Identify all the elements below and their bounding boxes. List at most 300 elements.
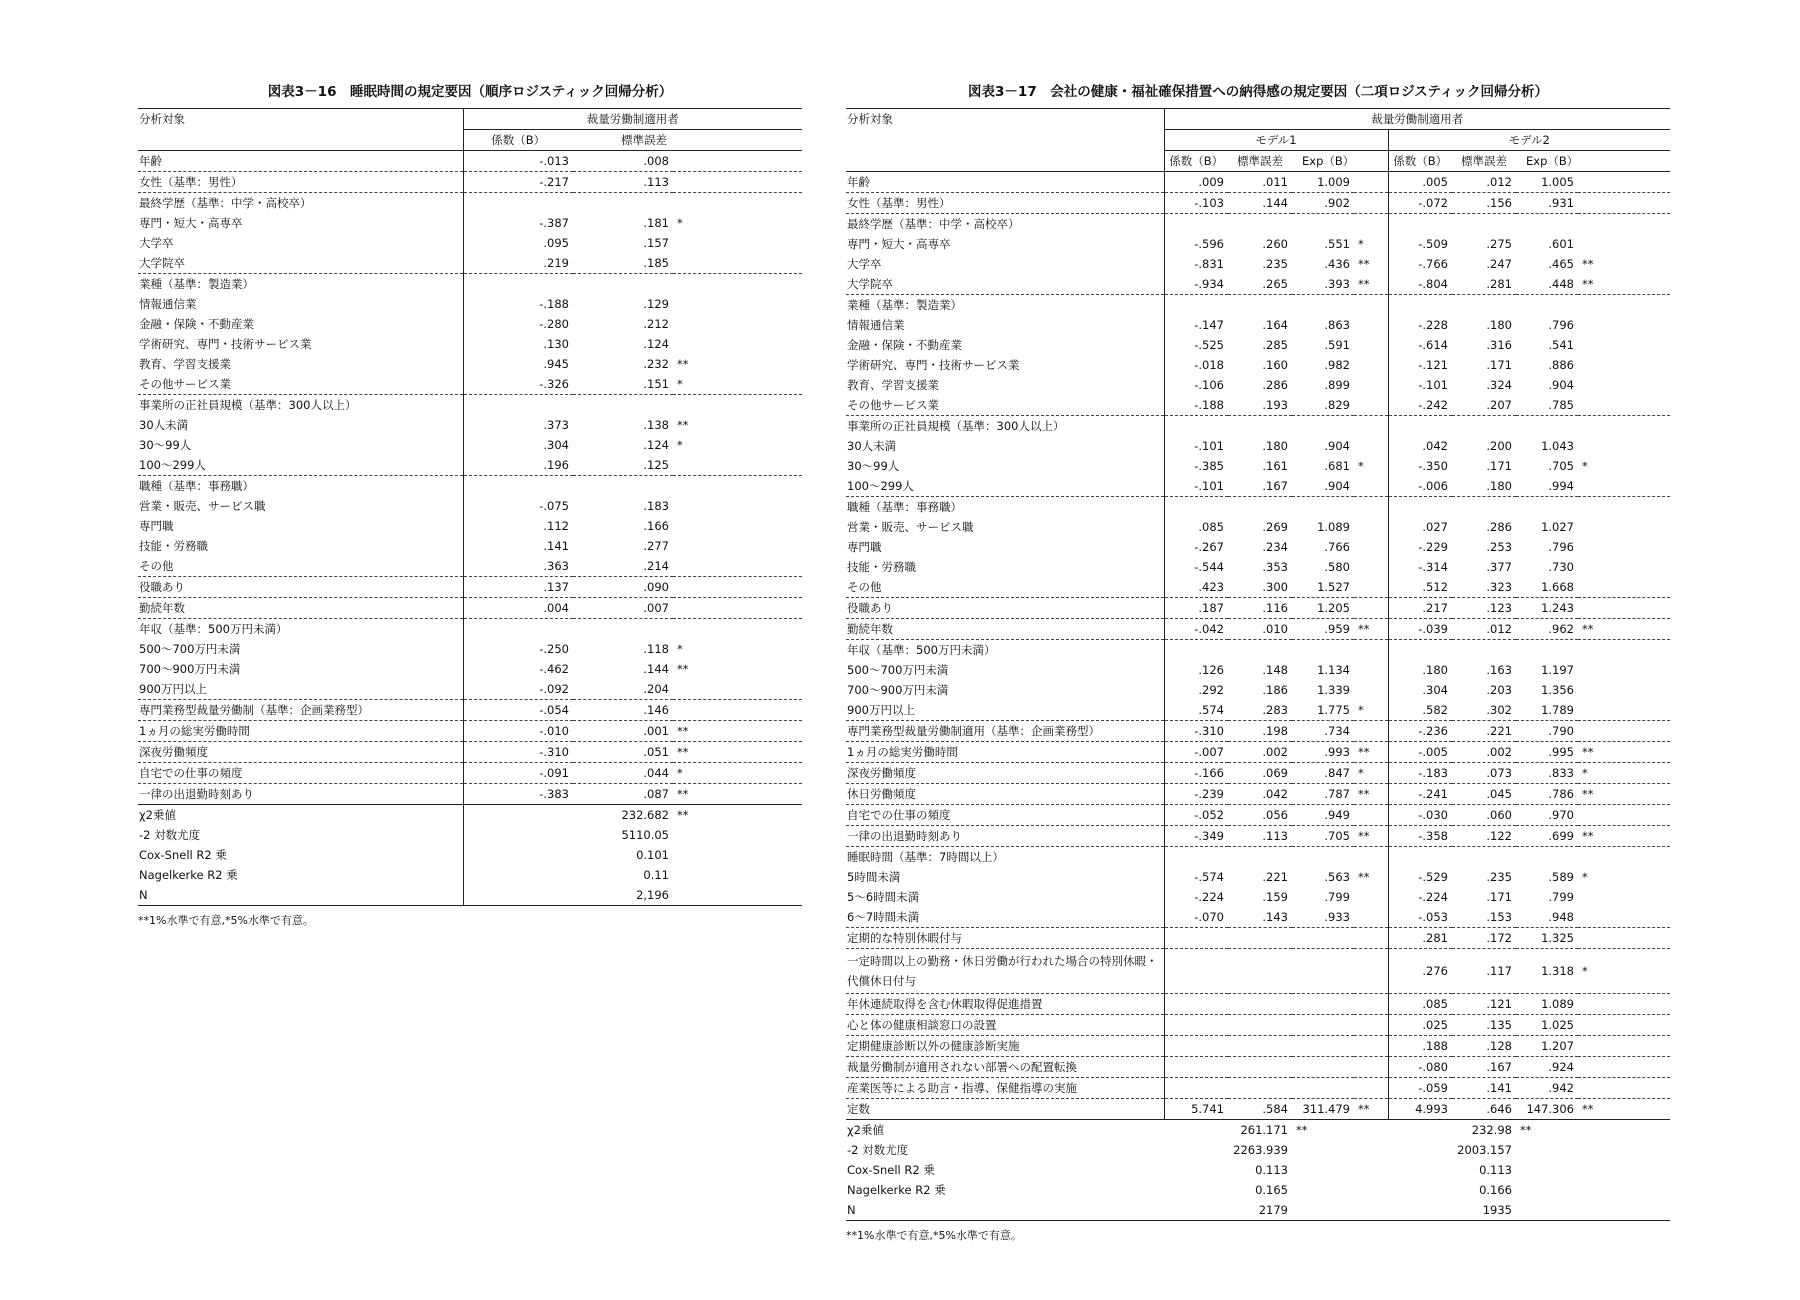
- sig-m2-cell: [1578, 660, 1670, 680]
- coef-cell: .945: [463, 354, 573, 374]
- table-row: [138, 659, 802, 679]
- stats-row: [846, 1140, 1670, 1160]
- sig-m1-cell: [1354, 172, 1388, 193]
- se-m1-cell: .584: [1228, 1099, 1292, 1120]
- table-row: [846, 742, 1670, 763]
- sig-cell: [673, 253, 802, 274]
- coef-cell: [463, 619, 573, 640]
- se-m2-cell: .117: [1452, 949, 1516, 994]
- table-3-16-grid: [138, 108, 802, 906]
- se-m1-cell: .193: [1262, 398, 1288, 412]
- stat-label: N: [138, 885, 463, 906]
- table-row: [846, 375, 1670, 395]
- se-m1-cell: .285: [1262, 338, 1288, 352]
- stats-row: [846, 1180, 1670, 1200]
- se-m2-cell: .156: [1452, 193, 1516, 214]
- coef-m2-cell: .276: [1388, 949, 1452, 994]
- sig-cell: *: [677, 642, 683, 656]
- exp-m1-cell: [1292, 949, 1354, 994]
- coef-cell: [463, 476, 573, 497]
- sig-m1-cell: [1354, 335, 1388, 355]
- stat-sig-m2: [1516, 1200, 1670, 1221]
- exp-m1-cell: .766: [1324, 540, 1350, 554]
- table-row: [138, 577, 802, 598]
- sig-m1-cell: [1354, 315, 1388, 335]
- sig-m2-cell: [1578, 517, 1670, 537]
- se-m2-cell: .646: [1452, 1099, 1516, 1120]
- se-m2-cell: .207: [1486, 398, 1512, 412]
- row-label: 一律の出退勤時刻あり: [138, 784, 463, 805]
- header-coef-m2: 係数（B）: [1388, 151, 1452, 172]
- row-label: 専門・短大・高専卒: [847, 237, 951, 251]
- coef-m1-cell: -.574: [1164, 867, 1228, 887]
- sig-cell: [673, 193, 802, 214]
- coef-m2-cell: -.350: [1388, 456, 1452, 476]
- exp-m2-cell: 1.025: [1516, 1015, 1578, 1036]
- exp-m1-cell: 1.205: [1292, 598, 1354, 619]
- se-cell: .090: [573, 577, 673, 598]
- exp-m1-cell: 1.339: [1317, 683, 1350, 697]
- se-m1-cell: [1228, 214, 1292, 235]
- sig-cell: *: [677, 438, 683, 452]
- stat-label: χ2乗値: [846, 1120, 1164, 1141]
- exp-m2-cell: 1.789: [1541, 703, 1574, 717]
- row-label: 700～900万円未満: [139, 662, 241, 676]
- sig-cell: [673, 700, 802, 721]
- coef-m1-cell: [1164, 994, 1228, 1015]
- stat-value-m1: 2263.939: [1233, 1143, 1288, 1157]
- row-label: 年収（基準：500万円未満）: [846, 640, 1164, 661]
- coef-cell: [463, 395, 573, 416]
- row-label: その他サービス業: [139, 377, 231, 391]
- exp-m2-cell: [1516, 416, 1578, 437]
- sig-cell: **: [673, 742, 802, 763]
- sig-m2-cell: **: [1578, 619, 1670, 640]
- sig-m2-cell: *: [1582, 870, 1588, 884]
- exp-m1-cell: .787: [1292, 784, 1354, 805]
- row-label: 教育、学習支援業: [139, 357, 231, 371]
- sig-m1-cell: [1354, 375, 1388, 395]
- sig-m1-cell: [1354, 193, 1388, 214]
- coef-cell: .004: [463, 598, 573, 619]
- table-row: [846, 1057, 1670, 1078]
- se-m2-cell: .121: [1452, 994, 1516, 1015]
- exp-m1-cell: 1.089: [1317, 520, 1350, 534]
- row-label: 30～99人: [139, 438, 192, 452]
- sig-m1-cell: [1354, 537, 1388, 557]
- exp-m2-cell: .942: [1516, 1078, 1578, 1099]
- se-m2-cell: .122: [1452, 826, 1516, 847]
- coef-m1-cell: .126: [1164, 660, 1228, 680]
- exp-m2-cell: [1516, 847, 1578, 868]
- coef-m1-cell: -.101: [1164, 436, 1228, 456]
- se-m1-cell: .113: [1228, 826, 1292, 847]
- sig-m1-cell: [1354, 476, 1388, 497]
- coef-m1-cell: -.525: [1164, 335, 1228, 355]
- se-m1-cell: .161: [1262, 459, 1288, 473]
- se-cell: .008: [573, 151, 673, 172]
- se-m2-cell: .275: [1486, 237, 1512, 251]
- row-label: 900万円以上: [139, 682, 207, 696]
- coef-cell: -.075: [463, 496, 573, 516]
- sig-m2-cell: [1578, 700, 1670, 721]
- sig-cell: [673, 577, 802, 598]
- exp-m1-cell: .705: [1292, 826, 1354, 847]
- se-m1-cell: .160: [1262, 358, 1288, 372]
- stats-row: [138, 865, 802, 885]
- row-label: 営業・販売、サービス職: [139, 499, 266, 513]
- coef-m2-cell: .042: [1388, 436, 1452, 456]
- exp-m1-cell: [1292, 1015, 1354, 1036]
- coef-m2-cell: -.039: [1388, 619, 1452, 640]
- row-label: 30人未満: [847, 439, 897, 453]
- table-row: [846, 335, 1670, 355]
- stat-value: 0.11: [643, 868, 669, 882]
- coef-m2-cell: .027: [1388, 517, 1452, 537]
- coef-m1-cell: [1164, 1057, 1228, 1078]
- table-row: [846, 254, 1670, 274]
- coef-m1-cell: [1164, 214, 1228, 235]
- coef-cell: -.462: [463, 659, 573, 679]
- sig-m1-cell: [1354, 907, 1388, 928]
- se-cell: .124: [643, 438, 669, 452]
- sig-m1-cell: **: [1358, 277, 1370, 291]
- coef-m1-cell: -.310: [1164, 721, 1228, 742]
- header-exp-m1: Exp（B）: [1302, 154, 1355, 168]
- sig-m2-cell: [1578, 1036, 1670, 1057]
- sig-m2-cell: [1578, 315, 1670, 335]
- coef-m1-cell: -.166: [1164, 763, 1228, 784]
- coef-cell: -.013: [463, 151, 573, 172]
- exp-m2-cell: 1.243: [1516, 598, 1578, 619]
- table-row: [138, 374, 802, 395]
- exp-m2-cell: 1.027: [1541, 520, 1574, 534]
- row-label: 6～7時間未満: [847, 910, 920, 924]
- sig-m1-cell: [1354, 557, 1388, 577]
- stat-value-m2: 0.113: [1479, 1163, 1512, 1177]
- header-coef: 係数（B）: [463, 130, 573, 151]
- coef-cell: .130: [463, 334, 573, 354]
- se-m1-cell: .269: [1262, 520, 1288, 534]
- se-m1-cell: [1228, 1015, 1292, 1036]
- sig-m1-cell: [1354, 395, 1388, 416]
- exp-m1-cell: .580: [1324, 560, 1350, 574]
- exp-m2-cell: .994: [1548, 479, 1574, 493]
- se-m1-cell: .234: [1262, 540, 1288, 554]
- sig-m1-cell: [1354, 949, 1388, 994]
- se-m1-cell: .143: [1262, 910, 1288, 924]
- sig-cell: [673, 619, 802, 640]
- table-3-17-body: [846, 172, 1670, 1120]
- exp-m2-cell: .924: [1516, 1057, 1578, 1078]
- exp-m1-cell: .933: [1324, 910, 1350, 924]
- se-cell: .146: [573, 700, 673, 721]
- coef-m2-cell: [1388, 416, 1452, 437]
- se-cell: .087: [573, 784, 673, 805]
- row-label: 専門職: [139, 519, 174, 533]
- sig-cell: [673, 334, 802, 354]
- se-m1-cell: .180: [1262, 439, 1288, 453]
- exp-m1-cell: [1292, 497, 1354, 518]
- sig-cell: [673, 151, 802, 172]
- table-row: [138, 294, 802, 314]
- exp-m2-cell: .785: [1548, 398, 1574, 412]
- table-row: [138, 233, 802, 253]
- sig-m1-cell: **: [1354, 742, 1388, 763]
- table-row: [138, 639, 802, 659]
- se-m1-cell: .056: [1228, 805, 1292, 826]
- table-row: [846, 476, 1670, 497]
- se-cell: .232: [643, 357, 669, 371]
- coef-m1-cell: -.018: [1164, 355, 1228, 375]
- coef-m2-cell: .512: [1388, 577, 1452, 598]
- table-row: [846, 928, 1670, 949]
- coef-m1-cell: -.188: [1164, 395, 1228, 416]
- stat-value-m1: 0.165: [1255, 1183, 1288, 1197]
- sig-m2-cell: *: [1578, 763, 1670, 784]
- stat-spacer: [463, 845, 573, 865]
- table-3-17-title: 図表3－17 会社の健康・福祉確保措置への納得感の規定要因（二項ロジスティック回帰分析）: [968, 84, 1548, 100]
- exp-m1-cell: [1292, 1036, 1354, 1057]
- exp-m2-cell: .995: [1516, 742, 1578, 763]
- sig-m2-cell: [1578, 994, 1670, 1015]
- table-row: [138, 516, 802, 536]
- exp-m1-cell: .681: [1324, 459, 1350, 473]
- row-label: その他: [139, 559, 174, 573]
- table-3-17-grid: [846, 108, 1670, 1221]
- table-row: [846, 456, 1670, 476]
- exp-m2-cell: .931: [1516, 193, 1578, 214]
- sig-m2-cell: [1578, 375, 1670, 395]
- se-m2-cell: .323: [1486, 580, 1512, 594]
- sig-cell: [673, 516, 802, 536]
- sig-m1-cell: [1354, 436, 1388, 456]
- stat-value: 5110.05: [621, 828, 669, 842]
- exp-m1-cell: [1292, 295, 1354, 316]
- sig-m1-cell: [1354, 1015, 1388, 1036]
- row-label: 専門・短大・高専卒: [139, 216, 243, 230]
- coef-m1-cell: -.007: [1164, 742, 1228, 763]
- se-m2-cell: .286: [1486, 520, 1512, 534]
- sig-m2-cell: [1578, 295, 1670, 316]
- coef-m2-cell: [1388, 214, 1452, 235]
- sig-m1-cell: [1354, 295, 1388, 316]
- exp-m1-cell: 1.134: [1317, 663, 1350, 677]
- se-m2-cell: .135: [1452, 1015, 1516, 1036]
- table-row: [138, 213, 802, 233]
- stat-sig-m1: [1292, 1160, 1388, 1180]
- exp-m2-cell: .948: [1548, 910, 1574, 924]
- table-row: [846, 867, 1670, 887]
- sig-m2-cell: [1578, 1057, 1670, 1078]
- coef-m1-cell: -.042: [1164, 619, 1228, 640]
- sig-m1-cell: [1354, 598, 1388, 619]
- se-cell: .277: [643, 539, 669, 553]
- se-m2-cell: .153: [1486, 910, 1512, 924]
- exp-m1-cell: .734: [1292, 721, 1354, 742]
- row-label: 休日労働頻度: [846, 784, 1164, 805]
- se-m2-cell: [1452, 497, 1516, 518]
- coef-m1-cell: .009: [1164, 172, 1228, 193]
- se-cell: .125: [643, 458, 669, 472]
- table-3-17: [846, 82, 1670, 1243]
- stat-label: N: [846, 1200, 1164, 1221]
- se-m2-cell: .247: [1486, 257, 1512, 271]
- coef-m2-cell: -.059: [1388, 1078, 1452, 1099]
- se-cell: .144: [643, 662, 669, 676]
- stat-sig: [673, 885, 802, 906]
- coef-m1-cell: .085: [1164, 517, 1228, 537]
- se-cell: [573, 193, 673, 214]
- sig-cell: [673, 496, 802, 516]
- stats-row: [138, 805, 802, 826]
- se-cell: .214: [643, 559, 669, 573]
- table-row: [138, 598, 802, 619]
- se-m1-cell: .069: [1228, 763, 1292, 784]
- coef-m1-cell: -.147: [1164, 315, 1228, 335]
- row-label: 業種（基準：製造業）: [138, 274, 463, 295]
- row-label: 深夜労働頻度: [846, 763, 1164, 784]
- stat-label: -2 対数尤度: [847, 1143, 909, 1157]
- sig-m2-cell: **: [1578, 826, 1670, 847]
- coef-m2-cell: [1388, 640, 1452, 661]
- exp-m1-cell: 311.479: [1292, 1099, 1354, 1120]
- coef-m2-cell: -.614: [1388, 335, 1452, 355]
- coef-m1-cell: .187: [1164, 598, 1228, 619]
- table-row: [846, 784, 1670, 805]
- row-label: 事業所の正社員規模（基準：300人以上）: [846, 416, 1164, 437]
- table-row: [138, 742, 802, 763]
- row-label: 女性（基準：男性）: [846, 193, 1164, 214]
- se-cell: .113: [573, 172, 673, 193]
- row-label: 裁量労働制が適用されない部署への配置転換: [846, 1057, 1164, 1078]
- exp-m1-cell: .829: [1324, 398, 1350, 412]
- sig-m1-cell: [1354, 994, 1388, 1015]
- se-m1-cell: [1228, 416, 1292, 437]
- se-m2-cell: .171: [1486, 358, 1512, 372]
- se-m1-cell: .010: [1228, 619, 1292, 640]
- coef-cell: -.310: [463, 742, 573, 763]
- row-label: 年齢: [846, 172, 1164, 193]
- table-row: [846, 847, 1670, 868]
- sig-m1-cell: [1354, 497, 1388, 518]
- table-row: [138, 700, 802, 721]
- stat-value: 0.101: [636, 848, 669, 862]
- coef-m1-cell: -.070: [1164, 907, 1228, 928]
- sig-m2-cell: [1578, 1078, 1670, 1099]
- se-m1-cell: .235: [1262, 257, 1288, 271]
- row-label: 一律の出退勤時刻あり: [846, 826, 1164, 847]
- se-m2-cell: .200: [1486, 439, 1512, 453]
- sig-m1-cell: [1354, 887, 1388, 907]
- se-cell: .118: [643, 642, 669, 656]
- row-label: 専門業務型裁量労働制（基準：企画業務型）: [138, 700, 463, 721]
- table-row: [846, 395, 1670, 416]
- exp-m2-cell: [1516, 640, 1578, 661]
- coef-m1-cell: [1164, 497, 1228, 518]
- table-row: [846, 887, 1670, 907]
- stat-label: Nagelkerke R2 乗: [847, 1183, 946, 1197]
- row-label: 情報通信業: [139, 297, 197, 311]
- table-row: [846, 1078, 1670, 1099]
- table-row: [138, 354, 802, 374]
- coef-m1-cell: -.239: [1164, 784, 1228, 805]
- exp-m2-cell: [1516, 497, 1578, 518]
- table-row: [846, 680, 1670, 700]
- stat-value-m1: 261.171: [1164, 1120, 1292, 1141]
- se-m1-cell: .221: [1262, 870, 1288, 884]
- exp-m1-cell: .993: [1292, 742, 1354, 763]
- table-3-16-title: 図表3－16 睡眠時間の規定要因（順序ロジスティック回帰分析）: [267, 84, 673, 100]
- coef-m1-cell: -.349: [1164, 826, 1228, 847]
- header-coef-m1: 係数（B）: [1164, 151, 1228, 172]
- se-m1-cell: [1228, 1057, 1292, 1078]
- exp-m2-cell: 147.306: [1516, 1099, 1578, 1120]
- row-label: 5時間未満: [847, 870, 901, 884]
- exp-m2-cell: .448: [1548, 277, 1574, 291]
- stat-label: Cox-Snell R2 乗: [139, 848, 227, 862]
- se-m2-cell: .180: [1486, 318, 1512, 332]
- sig-m1-cell: **: [1354, 826, 1388, 847]
- stat-sig-m1: [1292, 1200, 1388, 1221]
- se-m1-cell: [1228, 847, 1292, 868]
- row-label: 自宅での仕事の頻度: [846, 805, 1164, 826]
- header-analysis: 分析対象: [138, 109, 463, 130]
- row-label: 心と体の健康相談窓口の設置: [846, 1015, 1164, 1036]
- sig-m2-cell: [1578, 214, 1670, 235]
- sig-cell: **: [673, 784, 802, 805]
- stat-sig-m2: [1516, 1140, 1670, 1160]
- exp-m1-cell: .904: [1324, 439, 1350, 453]
- exp-m1-cell: 1.009: [1292, 172, 1354, 193]
- sig-m1-cell: [1354, 928, 1388, 949]
- coef-cell: -.010: [463, 721, 573, 742]
- sig-m2-cell: [1578, 640, 1670, 661]
- table-row: [138, 274, 802, 295]
- stats-row: [138, 845, 802, 865]
- se-m1-cell: .148: [1262, 663, 1288, 677]
- sig-m2-cell: [1578, 907, 1670, 928]
- exp-m2-cell: [1516, 295, 1578, 316]
- se-m2-cell: .235: [1486, 870, 1512, 884]
- table-row: [846, 214, 1670, 235]
- exp-m2-cell: .886: [1548, 358, 1574, 372]
- header-model2: モデル2: [1388, 130, 1670, 151]
- table-row: [138, 334, 802, 354]
- se-m2-cell: .302: [1486, 703, 1512, 717]
- coef-m2-cell: .180: [1388, 660, 1452, 680]
- sig-m2-cell: [1578, 355, 1670, 375]
- row-label: 大学卒: [139, 236, 174, 250]
- coef-cell: .095: [463, 233, 573, 253]
- table-3-17-stats: [846, 1120, 1670, 1221]
- table-3-16-body: [138, 151, 802, 805]
- coef-m2-cell: .025: [1388, 1015, 1452, 1036]
- table-row: [846, 416, 1670, 437]
- stat-sig-m1: [1292, 1140, 1388, 1160]
- coef-m1-cell: .292: [1164, 680, 1228, 700]
- sig-m1-cell: [1354, 416, 1388, 437]
- se-m1-cell: .042: [1228, 784, 1292, 805]
- se-cell: .185: [643, 256, 669, 270]
- coef-m2-cell: -.006: [1388, 476, 1452, 497]
- se-m1-cell: [1228, 949, 1292, 994]
- se-m1-cell: [1228, 295, 1292, 316]
- exp-m2-cell: .541: [1548, 338, 1574, 352]
- row-label: 専門業務型裁量労働制適用（基準：企画業務型）: [846, 721, 1164, 742]
- row-label: 営業・販売、サービス職: [847, 520, 974, 534]
- sig-m1-cell: **: [1354, 1099, 1388, 1120]
